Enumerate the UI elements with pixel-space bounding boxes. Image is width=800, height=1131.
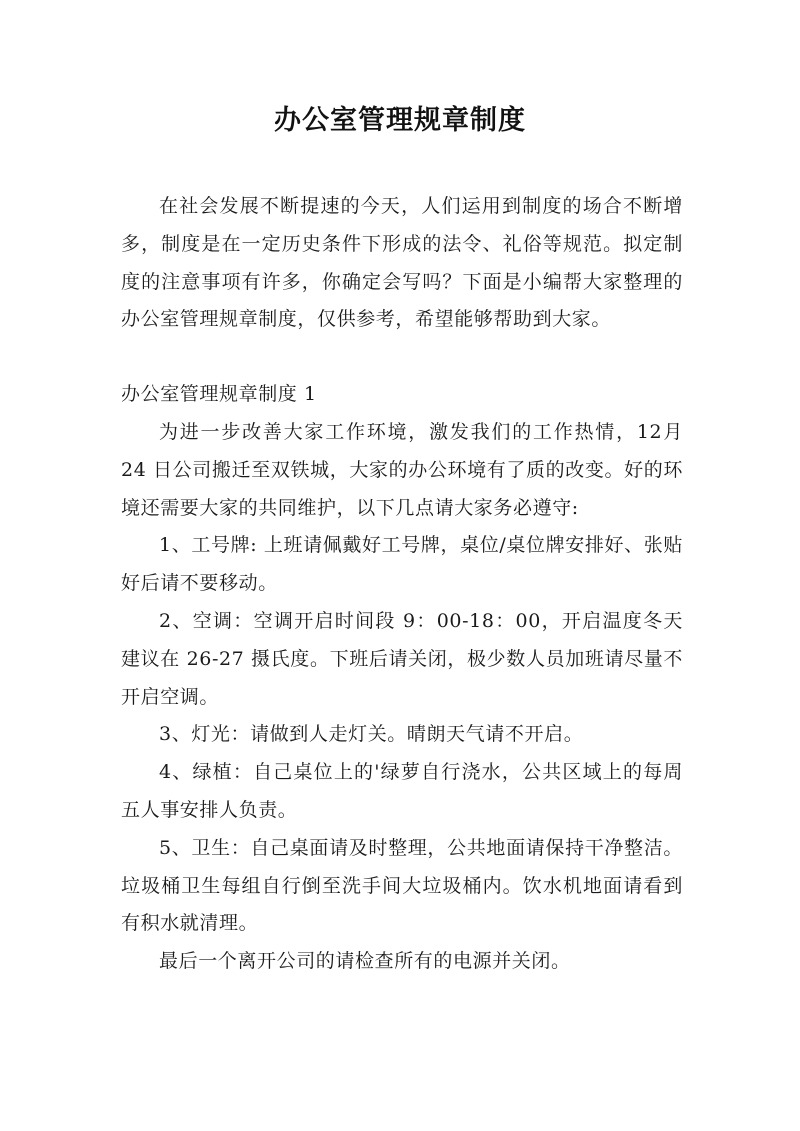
- intro-paragraph: 在社会发展不断提速的今天，人们运用到制度的场合不断增多，制度是在一定历史条件下形成的法令、礼俗等规范。拟定制度的注意事项有许多，你确定会写吗？下面是小编帮大家整理的办公室管理规章制度，仅供参考，希望能够帮助到大家。: [121, 195, 683, 331]
- document-body: [121, 188, 683, 981]
- rule-item-5: 5、卫生：自己桌面请及时整理，公共地面请保持干净整洁。垃圾桶卫生每组自行倒至洗手间大垃圾桶内。饮水机地面请看到有积水就清理。: [121, 836, 683, 935]
- section-intro-paragraph: 为进一步改善大家工作环境，激发我们的工作热情，12月 24 日公司搬迁至双铁城，大家的办公环境有了质的改变。好的环境还需要大家的共同维护，以下几点请大家务必遵守:: [121, 420, 683, 519]
- rule-item-4: 4、绿植：自己桌位上的'绿萝自行浇水，公共区域上的每周五人事安排人负责。: [121, 761, 683, 821]
- closing-paragraph: 最后一个离开公司的请检查所有的电源并关闭。: [159, 950, 571, 973]
- document-title: 办公室管理规章制度: [274, 105, 526, 136]
- rule-item-2: 2、空调：空调开启时间段 9：00-18：00，开启温度冬天建议在 26-27 摄氏度。下班后请关闭，极少数人员加班请尽量不开启空调。: [121, 609, 683, 708]
- rule-item-1: 1、工号牌: 上班请佩戴好工号牌，桌位/桌位牌安排好、张贴好后请不要移动。: [121, 534, 683, 595]
- rule-item-3: 3、灯光：请做到人走灯关。晴朗天气请不开启。: [159, 723, 584, 746]
- section-heading: 办公室管理规章制度 1: [121, 383, 317, 406]
- paragraph-spacer: [121, 339, 683, 376]
